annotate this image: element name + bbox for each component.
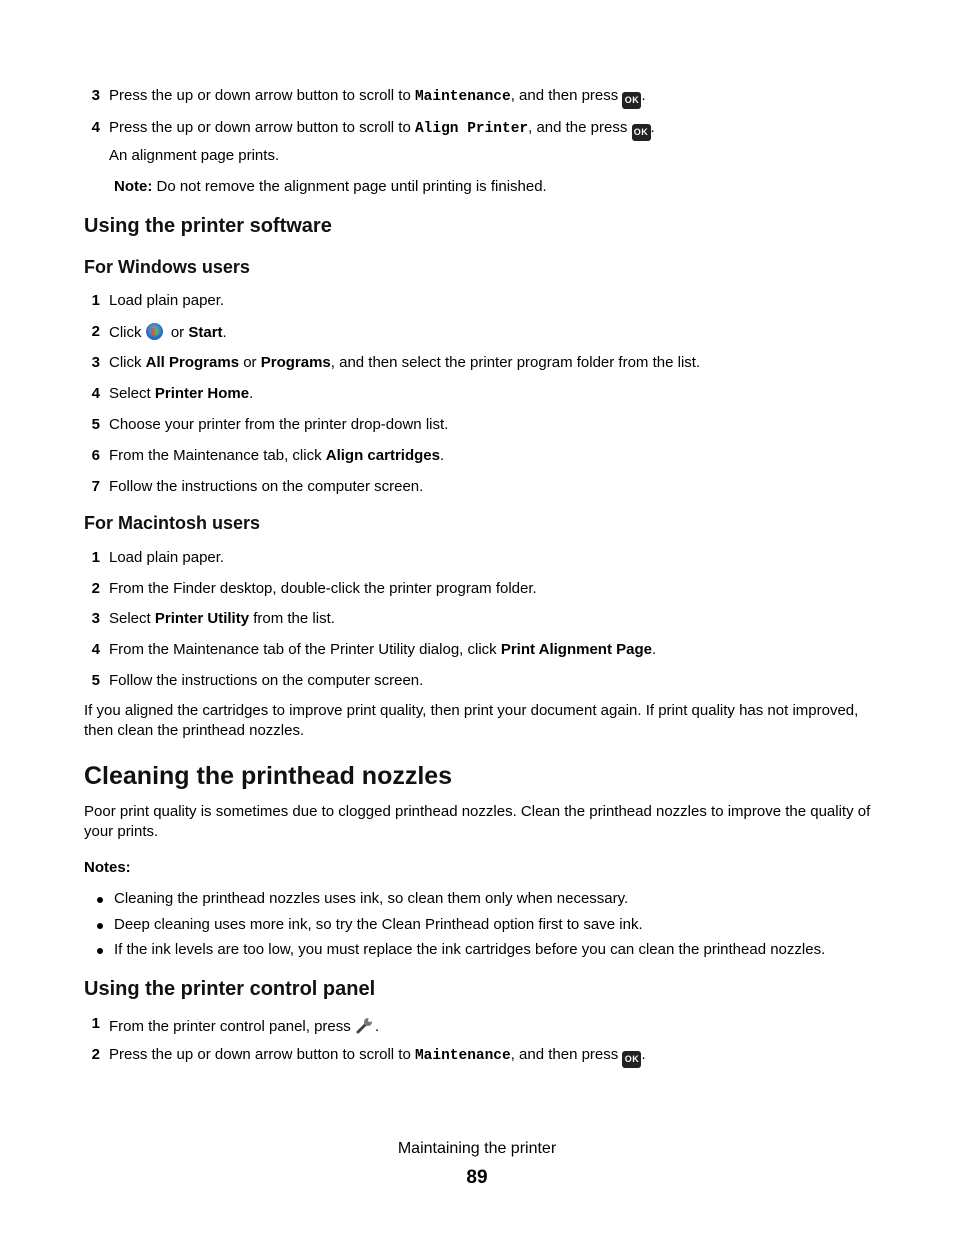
step-text: Load plain paper. <box>109 292 225 309</box>
step-number: 1 <box>91 549 100 566</box>
ok-button-icon: OK <box>622 92 641 109</box>
note-text: Cleaning the printhead nozzles uses ink, so clean them only when necessary. <box>114 890 629 907</box>
subsection-heading: For Windows users <box>84 257 250 277</box>
chapter-heading: Cleaning the printhead nozzles <box>84 762 453 790</box>
paragraph: Poor print quality is sometimes due to clogged printhead nozzles. Clean the printhead nozzles to improve the quality of your prints. <box>84 803 871 840</box>
windows-start-icon <box>146 323 163 340</box>
step-number: 4 <box>91 641 100 658</box>
menu-code: Maintenance <box>414 1048 511 1064</box>
step-text: Press the up or down arrow button to scroll to <box>109 119 415 136</box>
step-number: 5 <box>91 672 100 689</box>
note-text: Do not remove the alignment page until printing is finished. <box>152 178 547 195</box>
step-number: 3 <box>91 610 100 627</box>
step-number: 7 <box>91 478 100 495</box>
step-text: Follow the instructions on the computer screen. <box>109 672 424 689</box>
step-text: Load plain paper. <box>109 549 225 566</box>
bullet-icon <box>97 897 103 903</box>
step-number: 4 <box>91 385 100 402</box>
note-text: Deep cleaning uses more ink, so try the Clean Printhead option first to save ink. <box>114 916 643 933</box>
wrench-icon <box>355 1015 375 1035</box>
step-number: 2 <box>91 1046 100 1063</box>
menu-code: Align Printer <box>414 121 529 137</box>
subsection-heading: For Macintosh users <box>84 513 261 533</box>
step-number: 6 <box>91 447 100 464</box>
ok-button-icon: OK <box>622 1051 641 1068</box>
step-text: , and then press <box>510 87 623 104</box>
menu-code: Maintenance <box>414 89 511 105</box>
step-number: 1 <box>91 292 100 309</box>
notes-label: Notes: <box>84 859 131 876</box>
paragraph: If you aligned the cartridges to improve print quality, then print your document again. If print quality has not improved, then clean the printhead nozzles. <box>84 702 859 739</box>
step-number: 4 <box>91 119 100 136</box>
bullet-icon <box>97 948 103 954</box>
step-number: 2 <box>91 323 100 340</box>
step-number: 2 <box>91 580 100 597</box>
step-result: An alignment page prints. <box>109 147 280 164</box>
step-text: Choose your printer from the printer drop-down list. <box>109 416 449 433</box>
page-number: 89 <box>466 1167 488 1188</box>
step-number: 3 <box>91 87 100 104</box>
step-text: Follow the instructions on the computer screen. <box>109 478 424 495</box>
step-text: From the Finder desktop, double-click the printer program folder. <box>109 580 537 597</box>
section-heading: Using the printer control panel <box>84 978 376 1000</box>
step-text: , and the press <box>528 119 632 136</box>
note-label: Note: <box>114 178 153 195</box>
note-text: If the ink levels are too low, you must replace the ink cartridges before you can clean the printhead nozzles. <box>114 941 826 958</box>
note <box>114 178 547 196</box>
section-heading: Using the printer software <box>84 215 332 237</box>
step-text: Press the up or down arrow button to scroll to <box>109 87 415 104</box>
step-number: 1 <box>91 1015 100 1032</box>
bullet-icon <box>97 923 103 929</box>
step-number: 5 <box>91 416 100 433</box>
footer-section: Maintaining the printer <box>397 1140 557 1157</box>
ok-button-icon: OK <box>632 124 651 141</box>
step-number: 3 <box>91 354 100 371</box>
